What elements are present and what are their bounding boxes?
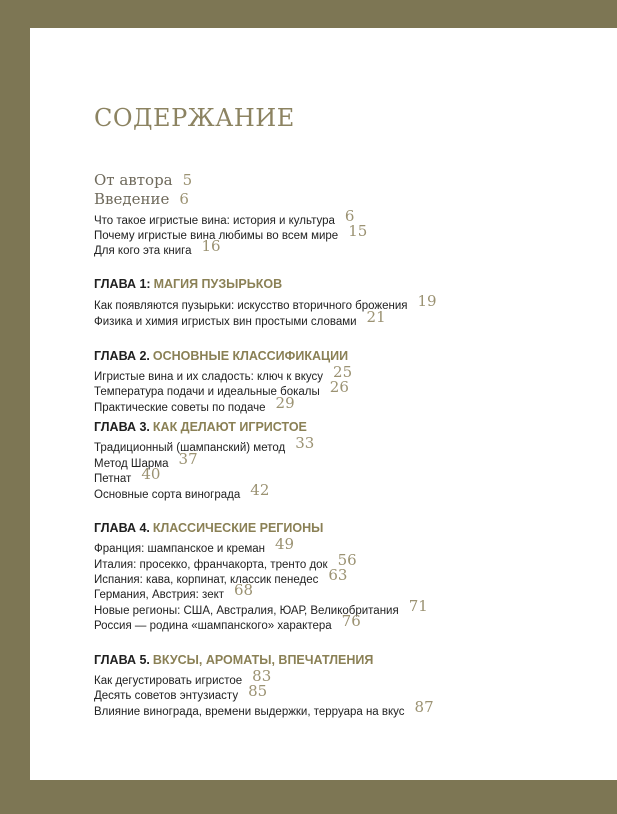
- chapter-title: ВКУСЫ, АРОМАТЫ, ВПЕЧАТЛЕНИЯ: [152, 653, 374, 667]
- toc-entry[interactable]: [94, 237, 221, 258]
- entry-label: Германия, Австрия: зект: [94, 589, 225, 601]
- entry-label: Почему игристые вина любимы во всем мире: [94, 230, 339, 242]
- entry-label: Россия — родина «шампанского» характера: [94, 620, 332, 632]
- entry-label: Физика и химия игристых вин простыми словами: [94, 316, 357, 328]
- entry-page: 19: [417, 292, 437, 310]
- entry-label: От автора: [94, 171, 173, 189]
- entry-label: Что такое игристые вина: история и культура: [94, 215, 335, 227]
- toc-entry[interactable]: [94, 612, 361, 633]
- chapter-label: ГЛАВА 3.: [94, 420, 150, 434]
- entry-page: 68: [234, 581, 254, 599]
- entry-page: 25: [333, 363, 353, 381]
- entry-label: Испания: кава, корпинат, классик пенедес: [94, 574, 319, 586]
- entry-page: 56: [337, 551, 357, 569]
- chapter-title: МАГИЯ ПУЗЫРЬКОВ: [153, 277, 283, 291]
- chapter-title: КЛАССИЧЕСКИЕ РЕГИОНЫ: [152, 521, 324, 535]
- chapter-heading[interactable]: [94, 521, 323, 535]
- entry-label: Влияние винограда, времени выдержки, терруара на вкус: [94, 706, 405, 718]
- entry-label: Традиционный (шампанский) метод: [94, 442, 286, 454]
- entry-label: Новые регионы: США, Австралия, ЮАР, Великобритания: [94, 605, 399, 617]
- chapter-heading[interactable]: [94, 653, 373, 667]
- toc-entry[interactable]: [94, 190, 189, 208]
- entry-page: 29: [275, 394, 295, 412]
- entry-page: 87: [414, 698, 434, 716]
- entry-label: Метод Шарма: [94, 458, 169, 470]
- entry-page: 71: [408, 597, 428, 615]
- toc-entry[interactable]: [94, 481, 270, 502]
- chapter-title: ОСНОВНЫЕ КЛАССИФИКАЦИИ: [152, 349, 349, 363]
- entry-label: Франция: шампанское и креман: [94, 543, 266, 555]
- entry-label: Как появляются пузырьки: искусство вторичного брожения: [94, 300, 408, 312]
- toc-entry[interactable]: [94, 698, 434, 719]
- entry-label: Петнат: [94, 473, 132, 485]
- entry-page: 37: [178, 450, 198, 468]
- entry-label: Как дегустировать игристое: [94, 675, 243, 687]
- entry-page: 21: [366, 308, 386, 326]
- chapter-label: ГЛАВА 5.: [94, 653, 150, 667]
- page-title: СОДЕРЖАНИЕ: [94, 104, 295, 133]
- entry-page: 26: [329, 378, 349, 396]
- entry-label: Температура подачи и идеальные бокалы: [94, 386, 320, 398]
- entry-page: 42: [250, 481, 270, 499]
- toc-entry[interactable]: [94, 171, 192, 189]
- entry-label: Италия: просекко, франчакорта, тренто док: [94, 559, 328, 571]
- chapter-label: ГЛАВА 2.: [94, 349, 150, 363]
- entry-label: Введение: [94, 190, 170, 208]
- entry-page: 76: [341, 612, 361, 630]
- toc-entry[interactable]: [94, 394, 295, 415]
- entry-page: 85: [248, 682, 268, 700]
- entry-label: Игристые вина и их сладость: ключ к вкусу: [94, 371, 324, 383]
- chapter-heading[interactable]: [94, 420, 307, 434]
- chapter-title: КАК ДЕЛАЮТ ИГРИСТОЕ: [152, 420, 307, 434]
- entry-page: 15: [348, 222, 368, 240]
- entry-page: 6: [344, 207, 355, 225]
- entry-page: 6: [179, 190, 189, 208]
- toc-page: [30, 28, 617, 780]
- entry-label: Основные сорта винограда: [94, 489, 241, 501]
- entry-page: 33: [295, 434, 315, 452]
- entry-page: 83: [252, 667, 272, 685]
- entry-page: 5: [182, 171, 193, 189]
- chapter-label: ГЛАВА 1:: [94, 277, 151, 291]
- chapter-heading[interactable]: [94, 349, 348, 363]
- entry-label: Десять советов энтузиасту: [94, 690, 239, 702]
- entry-page: 63: [328, 566, 348, 584]
- entry-page: 40: [141, 465, 161, 483]
- toc-entry[interactable]: [94, 308, 386, 329]
- entry-page: 16: [201, 237, 221, 255]
- entry-label: Практические советы по подаче: [94, 402, 266, 414]
- entry-label: Для кого эта книга: [94, 245, 192, 257]
- chapter-label: ГЛАВА 4.: [94, 521, 150, 535]
- chapter-heading[interactable]: [94, 277, 282, 291]
- entry-page: 49: [275, 535, 295, 553]
